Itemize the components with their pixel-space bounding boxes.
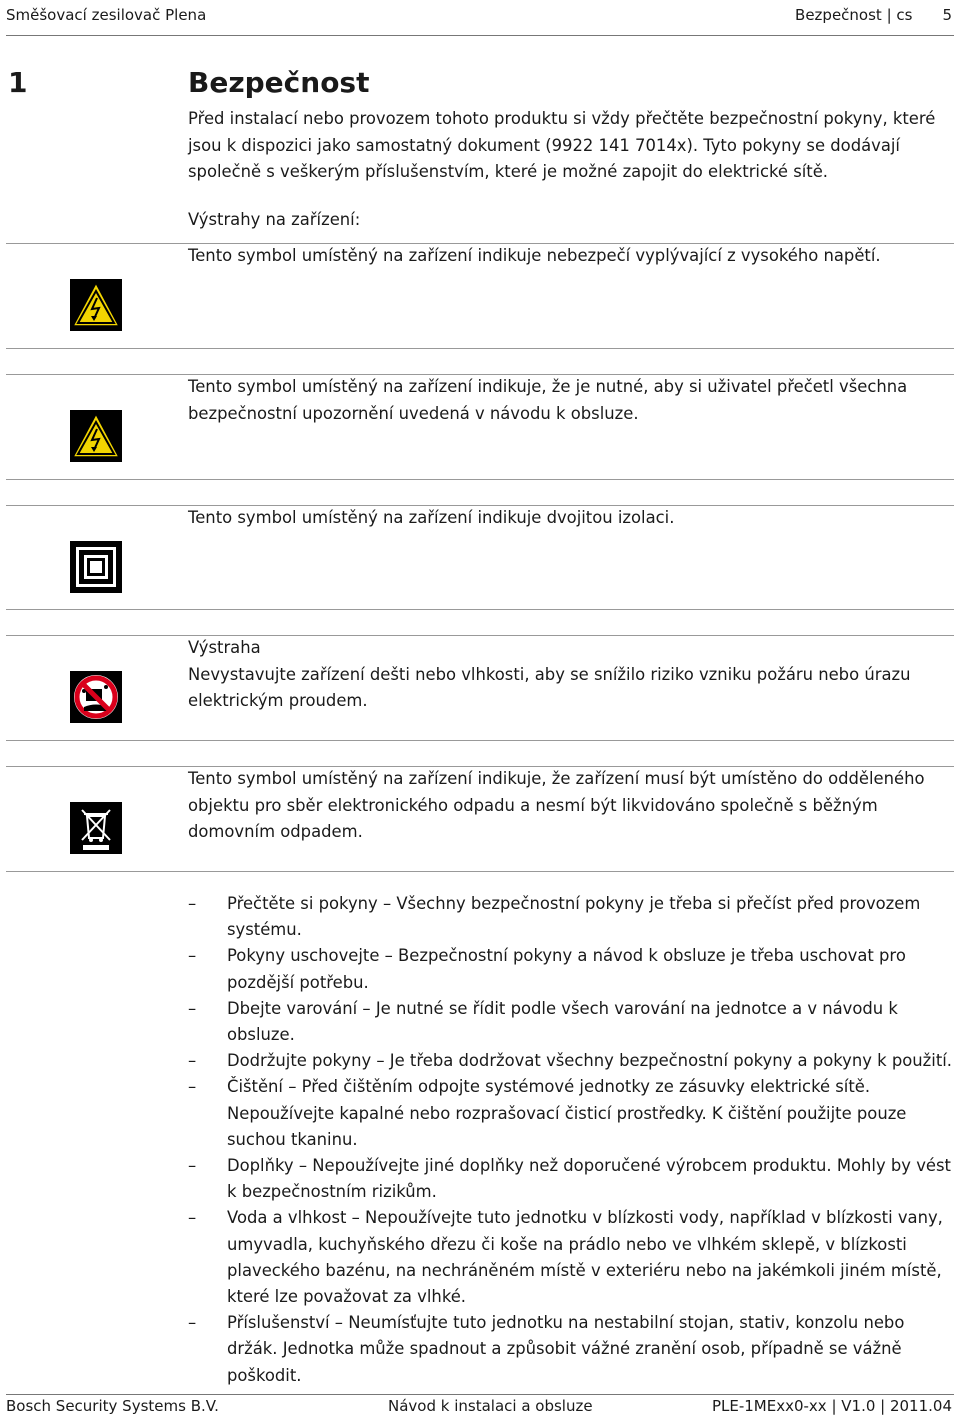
symbol-text-double-insulation: Tento symbol umístěný na zařízení indikuje dvojitou izolaci. (188, 508, 675, 527)
table-divider (6, 871, 954, 872)
weee-crossed-bin-icon (70, 802, 122, 854)
caution-title: Výstraha (188, 638, 261, 657)
footer-manual-title: Návod k instalaci a obsluze (388, 1397, 593, 1415)
symbol-text-weee: Tento symbol umístěný na zařízení indikuje, že zařízení musí být umístěno do odděleného objektu pro sběr elektronického odpadu a nesmí být likvidováno společně s běžným domovním odpadem. (188, 769, 925, 841)
symbol-text-read-manual: Tento symbol umístěný na zařízení indikuje, že je nutné, aby si uživatel přečetl všechna bezpečnostní upozornění uvedená v návodu k obsluze. (188, 377, 908, 423)
chapter-title: Bezpečnost (188, 66, 370, 99)
list-item: – Voda a vlhkost – Nepoužívejte tuto jednotku v blízkosti vody, například v blízkosti vany, umyvadla, kuchyňského dřezu či koše na prádlo nebo ve vlhkém sklepě, v blízkosti plaveckého bazénu, na nechráněném místě v exteriéru nebo na jakémkoli jiném místě, které lze považovat za vlhké. (188, 1205, 958, 1310)
warnings-heading: Výstrahy na zařízení: (188, 210, 361, 229)
list-dash: – (188, 998, 197, 1018)
list-dash: – (188, 1051, 197, 1071)
no-rain-moisture-icon (70, 671, 122, 723)
high-voltage-warning-icon (70, 279, 122, 331)
header-section: Bezpečnost | cs (795, 6, 913, 24)
double-insulation-icon (70, 541, 122, 593)
list-item: – Čištění – Před čištěním odpojte systémové jednotky ze zásuvky elektrické sítě. Nepoužívejte kapalné nebo rozprašovací čisticí prostředky. K čištění použijte pouze suchou tkaninu. (188, 1074, 958, 1153)
header-divider (6, 35, 954, 36)
list-item: – Doplňky – Nepoužívejte jiné doplňky než doporučené výrobcem produktu. Mohly by vést k bezpečnostním rizikům. (188, 1153, 958, 1205)
list-item: – Dbejte varování – Je nutné se řídit podle všech varování na jednotce a v návodu k obsluze. (188, 996, 958, 1048)
read-manual-warning-icon (70, 410, 122, 462)
footer-divider (6, 1394, 954, 1395)
document-title: Směšovací zesilovač Plena (6, 6, 207, 24)
page-header (0, 0, 960, 34)
footer-company: Bosch Security Systems B.V. (6, 1397, 219, 1415)
list-dash: – (188, 1156, 197, 1176)
list-item: – Dodržujte pokyny – Je třeba dodržovat všechny bezpečnostní pokyny a pokyny k použití. (188, 1048, 958, 1074)
list-dash: – (188, 894, 197, 913)
safety-instructions-list (188, 891, 958, 1389)
intro-paragraph: Před instalací nebo provozem tohoto produktu si vždy přečtěte bezpečnostní pokyny, které jsou k dispozici jako samostatný dokument (9922 141 7014x). Tyto pokyny se dodávají společně s veškerým příslušenstvím, které je možné zapojit do elektrické sítě. (188, 109, 936, 181)
footer-doc-ref: PLE-1MExx0-xx | V1.0 | 2011.04 (711, 1397, 952, 1415)
header-right (795, 6, 952, 24)
list-item: – Příslušenství – Neumísťujte tuto jednotku na nestabilní stojan, stativ, konzolu nebo držák. Jednotka může spadnout a způsobit vážné zranění osob, případně se vážně poškodit. (188, 1310, 958, 1389)
symbol-text-moisture (188, 635, 948, 715)
list-dash: – (188, 1077, 197, 1097)
caution-text: Nevystavujte zařízení dešti nebo vlhkosti, aby se snížilo riziko vzniku požáru nebo úrazu elektrickým proudem. (188, 664, 911, 710)
list-item: – Přečtěte si pokyny – Všechny bezpečnostní pokyny je třeba si přečíst před provozem systému. (188, 891, 958, 943)
list-dash: – (188, 1208, 197, 1228)
list-dash: – (188, 946, 197, 966)
chapter-number: 1 (8, 66, 28, 99)
list-dash: – (188, 1313, 197, 1333)
table-divider (6, 740, 954, 741)
page-number: 5 (942, 6, 952, 24)
symbol-text-high-voltage: Tento symbol umístěný na zařízení indikuje nebezpečí vyplývající z vysokého napětí. (188, 246, 881, 265)
table-divider (6, 348, 954, 349)
list-item: – Pokyny uschovejte – Bezpečnostní pokyny a návod k obsluze je třeba uschovat pro pozdější potřebu. (188, 943, 958, 995)
table-divider (6, 609, 954, 610)
table-divider (6, 479, 954, 480)
